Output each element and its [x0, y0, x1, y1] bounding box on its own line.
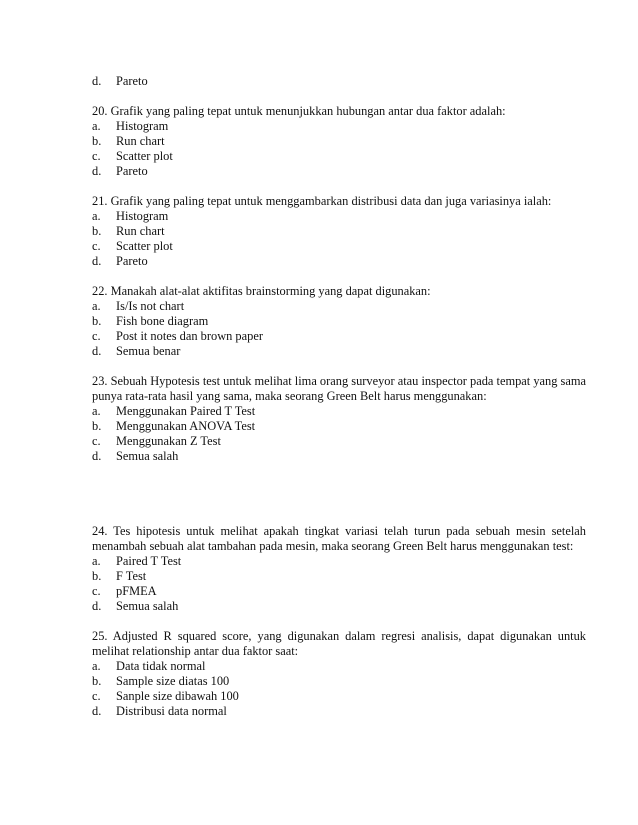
question-text: 20. Grafik yang paling tepat untuk menunjukkan hubungan antar dua faktor adalah:: [92, 104, 506, 118]
question-text: 21. Grafik yang paling tepat untuk menggambarkan distribusi data dan juga variasinya ialah:: [92, 194, 552, 208]
option-text: Data tidak normal: [116, 659, 206, 673]
option-letter: a.: [92, 554, 101, 568]
question-25: [92, 629, 586, 719]
option-c: [92, 329, 586, 344]
option-text: Menggunakan Paired T Test: [116, 404, 256, 418]
option-d: [92, 344, 586, 359]
option-letter: a.: [92, 299, 101, 313]
option-text: Histogram: [116, 209, 169, 223]
option-letter: d.: [92, 599, 102, 613]
option-b: [92, 314, 586, 329]
question-21: [92, 194, 586, 269]
option-text: Semua benar: [116, 344, 181, 358]
question-text: 22. Manakah alat-alat aktifitas brainstorming yang dapat digunakan:: [92, 284, 431, 298]
option-text: Menggunakan Z Test: [116, 434, 221, 448]
option-letter: d.: [92, 449, 102, 463]
option-b: [92, 134, 586, 149]
question-23: [92, 374, 586, 464]
option-c: [92, 434, 586, 449]
option-letter: b.: [92, 224, 102, 238]
question-22: [92, 284, 586, 359]
option-text: F Test: [116, 569, 147, 583]
option-c: [92, 584, 586, 599]
option-letter: d.: [92, 704, 102, 718]
option-text: Semua salah: [116, 449, 179, 463]
option-text: Histogram: [116, 119, 169, 133]
option-text: Is/Is not chart: [116, 299, 185, 313]
question-19-tail: [92, 74, 586, 89]
option-c: [92, 689, 586, 704]
option-letter: a.: [92, 659, 101, 673]
option-letter: d.: [92, 254, 102, 268]
option-letter: b.: [92, 314, 102, 328]
option-text: Menggunakan ANOVA Test: [116, 419, 256, 433]
option-text: Run chart: [116, 224, 165, 238]
option-b: [92, 419, 586, 434]
option-a: [92, 659, 586, 674]
option-text: Pareto: [116, 164, 148, 178]
option-text: Sanple size dibawah 100: [116, 689, 239, 703]
option-letter: c.: [92, 434, 101, 448]
option-a: [92, 299, 586, 314]
option-letter: a.: [92, 209, 101, 223]
blank-space: [92, 479, 586, 524]
question-20: [92, 104, 586, 179]
document-page: [92, 74, 586, 734]
option-text: Sample size diatas 100: [116, 674, 230, 688]
option-letter: b.: [92, 674, 102, 688]
question-text: 23. Sebuah Hypotesis test untuk melihat lima orang surveyor atau inspector pada tempat yang sama punya rata-rata hasil yang sama, maka seorang Green Belt harus menggunakan:: [92, 374, 586, 403]
question-text: 25. Adjusted R squared score, yang digunakan dalam regresi analisis, dapat digunakan untuk melihat relationship antar dua faktor saat:: [92, 629, 586, 658]
option-c: [92, 239, 586, 254]
option-d: [92, 74, 586, 89]
question-text: 24. Tes hipotesis untuk melihat apakah tingkat variasi telah turun pada sebuah mesin setelah menambah sebuah alat tambahan pada mesin, maka seorang Green Belt harus menggunakan test:: [92, 524, 586, 553]
option-letter: b.: [92, 419, 102, 433]
option-letter: a.: [92, 404, 101, 418]
option-d: [92, 449, 586, 464]
option-a: [92, 119, 586, 134]
option-d: [92, 164, 586, 179]
option-a: [92, 404, 586, 419]
option-text: Scatter plot: [116, 149, 173, 163]
option-letter: a.: [92, 119, 101, 133]
option-d: [92, 599, 586, 614]
option-text: pFMEA: [116, 584, 157, 598]
option-letter: c.: [92, 584, 101, 598]
option-b: [92, 569, 586, 584]
option-letter: c.: [92, 149, 101, 163]
option-text: Run chart: [116, 134, 165, 148]
option-a: [92, 209, 586, 224]
option-text: Distribusi data normal: [116, 704, 227, 718]
option-letter: d.: [92, 344, 102, 358]
option-a: [92, 554, 586, 569]
option-letter: b.: [92, 134, 102, 148]
option-c: [92, 149, 586, 164]
option-text: Semua salah: [116, 599, 179, 613]
option-letter: d.: [92, 164, 102, 178]
option-text: Pareto: [116, 74, 148, 88]
option-letter: c.: [92, 689, 101, 703]
option-b: [92, 674, 586, 689]
option-b: [92, 224, 586, 239]
option-letter: d.: [92, 74, 102, 88]
option-letter: b.: [92, 569, 102, 583]
question-24: [92, 524, 586, 614]
option-text: Scatter plot: [116, 239, 173, 253]
option-text: Paired T Test: [116, 554, 182, 568]
option-text: Pareto: [116, 254, 148, 268]
option-letter: c.: [92, 239, 101, 253]
option-text: Post it notes dan brown paper: [116, 329, 263, 343]
option-d: [92, 254, 586, 269]
option-text: Fish bone diagram: [116, 314, 209, 328]
option-d: [92, 704, 586, 719]
option-letter: c.: [92, 329, 101, 343]
